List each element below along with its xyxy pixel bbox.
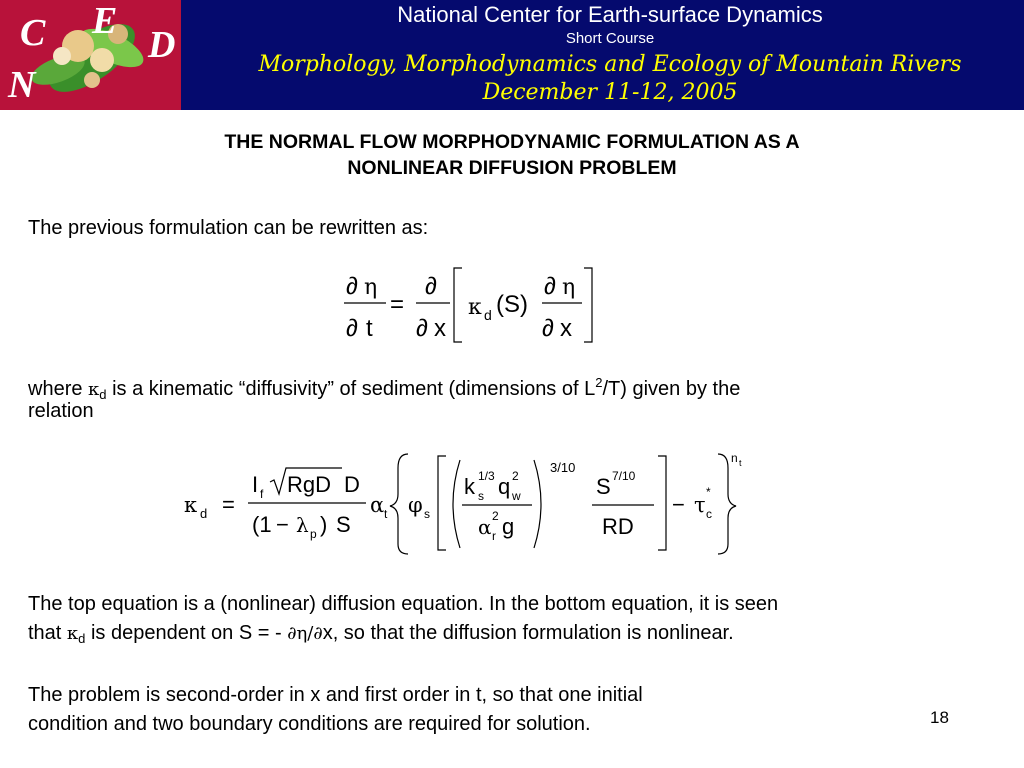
eq1-kappa: κ: [468, 295, 482, 320]
diffusion-equation: [330, 262, 610, 354]
logo-letter-n: N: [8, 64, 36, 106]
eq1-partial-bot-1: ∂: [346, 315, 358, 342]
eq1-partial-bot-3: ∂: [542, 315, 554, 342]
eq2-kappa-sub: d: [200, 506, 208, 521]
eq2-RgD: RgD: [287, 472, 332, 497]
ced-logo: [0, 0, 181, 110]
eq1-partial-top-2: ∂: [425, 273, 437, 300]
eq2-close-paren: ): [320, 512, 328, 537]
eq2-q-sub: w: [512, 489, 521, 503]
eq2-tau-sub: c: [706, 507, 712, 521]
eq1-right-bracket: [584, 268, 592, 342]
eq2-one: (1: [252, 512, 272, 537]
eq1-left-bracket: [454, 268, 462, 342]
eq2-minus-2: −: [672, 492, 685, 517]
header-banner: [0, 0, 1024, 110]
eq1-eta-top-1: η: [364, 275, 378, 300]
eq2-q: q: [498, 474, 511, 499]
eq2-right-brace: [718, 454, 736, 554]
course-title: Morphology, Morphodynamics and Ecology of Mountain Rivers: [258, 52, 962, 77]
para3-kappa: κ: [66, 623, 79, 644]
where-line-2: relation: [28, 400, 94, 422]
where-kappa-sub: d: [99, 387, 107, 402]
course-type: Short Course: [565, 30, 655, 47]
where-mid: is a kinematic “diffusivity” of sediment (dimensions of L: [106, 378, 596, 400]
eq2-left-brace: [390, 454, 408, 554]
eq2-q-sup: 2: [512, 469, 519, 483]
eq1-kappa-sub: d: [484, 307, 492, 323]
eq2-S2-sup: 7/10: [612, 469, 636, 483]
eq1-partial-top-3: ∂: [544, 273, 556, 300]
where-pre: where: [28, 378, 89, 400]
eq2-g: g: [502, 514, 515, 539]
para3-mid: is dependent on S = -: [85, 622, 288, 644]
para3-partial: ∂η/∂: [287, 623, 323, 644]
course-dates: December 11-12, 2005: [482, 80, 738, 105]
eq2-k: k: [464, 474, 475, 499]
para3-line-2: [28, 619, 734, 653]
eq2-lambda: λ: [296, 513, 309, 537]
eq2-D: D: [344, 472, 360, 497]
eq2-right-paren: [534, 460, 541, 548]
diffusivity-relation: [178, 450, 768, 560]
para3-pre: that: [28, 622, 67, 644]
eq2-right-bracket: [658, 456, 666, 550]
org-name: National Center for Earth-surface Dynamics: [397, 2, 823, 27]
slide-title-line-1: THE NORMAL FLOW MORPHODYNAMIC FORMULATION AS A: [224, 131, 800, 153]
logo-letter-c: C: [20, 12, 46, 54]
eq2-tau: τ: [694, 493, 706, 517]
where-post: /T) given by the: [602, 378, 741, 400]
eq2-I: I: [252, 472, 259, 497]
eq1-x-2: x: [560, 315, 572, 342]
para3-post: x, so that the diffusion formulation is nonlinear.: [322, 622, 734, 644]
page-number: 18: [930, 708, 949, 727]
eq2-alpha-t: α: [370, 493, 385, 517]
eq2-RD: RD: [602, 514, 634, 539]
eq2-outer-exp-n: n: [731, 451, 738, 465]
eq2-equals: =: [222, 492, 235, 517]
eq2-S: S: [336, 512, 351, 537]
eq1-x-1: x: [434, 315, 446, 342]
intro-text: The previous formulation can be rewritten as:: [28, 217, 429, 239]
where-sup: 2: [595, 375, 603, 390]
para4-line-2: condition and two boundary conditions are required for solution.: [28, 713, 591, 735]
eq2-I-sub: f: [260, 487, 264, 501]
slide-title: [0, 129, 1024, 181]
eq1-eta-top-3: η: [562, 275, 576, 300]
eq2-outer-exp-t: t: [739, 458, 742, 468]
eq1-partial-top-1: ∂: [346, 273, 358, 300]
eq2-alpha-r-sub: r: [492, 529, 496, 543]
eq1-s-paren: (S): [496, 291, 528, 318]
eq1-partial-bot-2: ∂: [416, 315, 428, 342]
eq1-t: t: [366, 315, 373, 342]
eq2-alpha-r: α: [478, 515, 492, 539]
para4-line-1: The problem is second-order in x and first order in t, so that one initial: [28, 684, 643, 706]
eq2-kappa: κ: [184, 493, 198, 517]
eq2-minus-1: −: [276, 512, 289, 537]
eq2-S2: S: [596, 474, 611, 499]
eq2-k-sup: 1/3: [478, 469, 495, 483]
eq2-alpha-t-sub: t: [384, 507, 388, 521]
eq2-lambda-sub: p: [310, 527, 317, 541]
eq2-phi-sub: s: [424, 507, 430, 521]
where-paragraph: [28, 368, 740, 409]
logo-letter-e: E: [92, 0, 118, 42]
eq2-left-paren: [453, 460, 460, 548]
eq1-equals: =: [390, 291, 405, 318]
para3-line-1: The top equation is a (nonlinear) diffusion equation. In the bottom equation, it is seen: [28, 593, 779, 615]
eq2-tau-sup: *: [706, 485, 711, 499]
eq2-exponent: 3/10: [550, 460, 576, 475]
eq2-alpha-r-sup: 2: [492, 509, 499, 523]
logo-letter-d: D: [148, 24, 176, 66]
eq2-k-sub: s: [478, 489, 484, 503]
para3-kappa-sub: d: [78, 631, 86, 646]
eq2-phi: φ: [408, 493, 423, 517]
eq2-left-bracket: [438, 456, 446, 550]
where-kappa: κ: [88, 379, 100, 400]
slide-title-line-2: NONLINEAR DIFFUSION PROBLEM: [347, 157, 677, 179]
